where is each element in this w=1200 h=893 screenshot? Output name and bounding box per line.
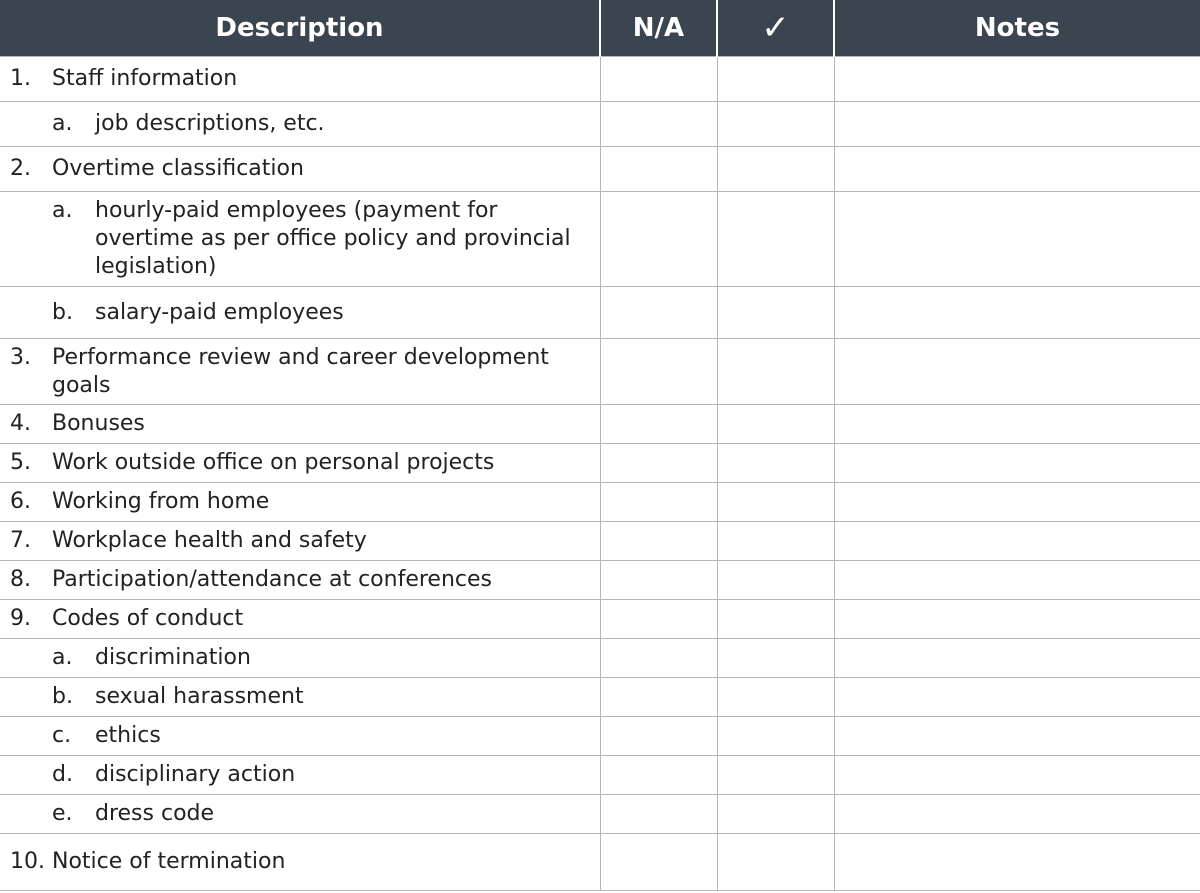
notes-cell[interactable] [834,834,1200,891]
check-cell[interactable] [717,795,834,834]
notes-cell[interactable] [834,57,1200,102]
item-text: sexual harassment [95,684,304,709]
notes-cell[interactable] [834,795,1200,834]
item-text: discrimination [95,645,251,670]
item-text: job descriptions, etc. [95,111,325,136]
na-cell[interactable] [600,834,717,891]
check-cell[interactable] [717,192,834,287]
check-cell[interactable] [717,600,834,639]
na-cell[interactable] [600,678,717,717]
list-item [10,566,592,594]
notes-cell[interactable] [834,522,1200,561]
table-row [0,147,1200,192]
sub-item-letter: b. [52,684,73,709]
item-text: Notice of termination [52,849,286,874]
item-number: 10. [10,849,45,874]
na-cell[interactable] [600,756,717,795]
description-cell [0,522,600,561]
list-item [10,449,592,477]
na-cell[interactable] [600,102,717,147]
item-text: Bonuses [52,411,145,436]
list-item [10,488,592,516]
sub-item-letter: d. [52,762,73,787]
item-text: hourly-paid employees (payment for overtime as per office policy and provincial legislation) [95,198,571,279]
description-cell [0,147,600,192]
sub-item-letter: b. [52,299,73,325]
list-item [10,410,592,438]
table-row [0,57,1200,102]
item-text: Staff information [52,66,238,91]
check-cell[interactable] [717,57,834,102]
table-row [0,192,1200,287]
list-item [10,605,592,633]
sub-item-letter: e. [52,801,73,826]
list-item [10,527,592,555]
sub-item [10,299,592,327]
sub-item [10,110,592,138]
description-cell [0,483,600,522]
description-cell [0,192,600,287]
item-number: 7. [10,528,31,553]
description-cell [0,339,600,405]
notes-cell[interactable] [834,678,1200,717]
item-number: 6. [10,489,31,514]
na-cell[interactable] [600,57,717,102]
check-cell[interactable] [717,717,834,756]
table-row [0,339,1200,405]
description-cell [0,444,600,483]
list-item [10,848,592,876]
notes-cell[interactable] [834,444,1200,483]
description-cell [0,102,600,147]
table-row [0,561,1200,600]
na-cell[interactable] [600,600,717,639]
na-cell[interactable] [600,339,717,405]
sub-item-letter: a. [52,111,73,136]
sub-item-letter: a. [52,198,73,223]
table-row [0,834,1200,891]
notes-cell[interactable] [834,192,1200,287]
item-number: 9. [10,606,31,631]
check-cell[interactable] [717,678,834,717]
check-cell[interactable] [717,444,834,483]
na-cell[interactable] [600,147,717,192]
check-cell[interactable] [717,561,834,600]
table-row [0,717,1200,756]
header-notes: Notes [834,0,1200,57]
na-cell[interactable] [600,444,717,483]
table-row [0,102,1200,147]
item-number: 3. [10,344,31,370]
sub-item [10,683,592,711]
item-number: 8. [10,567,31,592]
na-cell[interactable] [600,405,717,444]
header-description: Description [0,0,600,57]
check-cell[interactable] [717,522,834,561]
notes-cell[interactable] [834,102,1200,147]
notes-cell[interactable] [834,561,1200,600]
notes-cell[interactable] [834,339,1200,405]
item-text: Working from home [52,489,270,514]
na-cell[interactable] [600,717,717,756]
sub-item-letter: a. [52,645,73,670]
item-text: Overtime classification [52,156,304,181]
table-row [0,522,1200,561]
sub-item [10,800,592,828]
description-cell [0,405,600,444]
header-check [717,0,834,57]
sub-item-letter: c. [52,723,72,748]
item-number: 4. [10,411,31,436]
table-body [0,57,1200,891]
na-cell[interactable] [600,522,717,561]
item-number: 5. [10,450,31,475]
check-cell[interactable] [717,147,834,192]
table-row [0,600,1200,639]
table-row [0,444,1200,483]
check-cell[interactable] [717,339,834,405]
description-cell [0,678,600,717]
description-cell [0,639,600,678]
notes-cell[interactable] [834,483,1200,522]
description-cell [0,600,600,639]
notes-cell[interactable] [834,717,1200,756]
check-cell[interactable] [717,287,834,339]
check-cell[interactable] [717,483,834,522]
item-text: Performance review and career development goals [52,344,549,398]
description-cell [0,287,600,339]
table-row [0,287,1200,339]
item-text: salary-paid employees [95,299,344,325]
notes-cell[interactable] [834,600,1200,639]
table-row [0,756,1200,795]
list-item [10,65,592,93]
notes-cell[interactable] [834,405,1200,444]
checkmark-icon: ✓ [761,7,790,48]
item-number: 1. [10,66,31,91]
na-cell[interactable] [600,639,717,678]
list-item [10,344,592,400]
item-number: 2. [10,156,31,181]
item-text: Codes of conduct [52,606,244,631]
check-cell[interactable] [717,756,834,795]
item-text: Workplace health and safety [52,528,367,553]
item-text: Participation/attendance at conferences [52,567,492,592]
na-cell[interactable] [600,795,717,834]
sub-item [10,761,592,789]
na-cell[interactable] [600,483,717,522]
na-cell[interactable] [600,561,717,600]
check-cell[interactable] [717,102,834,147]
table-row [0,639,1200,678]
item-text: disciplinary action [95,762,296,787]
description-cell [0,756,600,795]
check-cell[interactable] [717,405,834,444]
notes-cell[interactable] [834,756,1200,795]
table-row [0,678,1200,717]
list-item [10,155,592,183]
description-cell [0,834,600,891]
notes-cell[interactable] [834,147,1200,192]
notes-cell[interactable] [834,287,1200,339]
na-cell[interactable] [600,287,717,339]
table-row [0,483,1200,522]
na-cell[interactable] [600,192,717,287]
sub-item [10,644,592,672]
sub-item [10,722,592,750]
table-header [0,0,1200,57]
header-na: N/A [600,0,717,57]
notes-cell[interactable] [834,639,1200,678]
header-row [0,0,1200,57]
table-row [0,795,1200,834]
item-text: dress code [95,801,215,826]
table-row [0,405,1200,444]
item-text: Work outside office on personal projects [52,450,495,475]
description-cell [0,795,600,834]
sub-item [10,197,592,281]
description-cell [0,561,600,600]
check-cell[interactable] [717,834,834,891]
description-cell [0,717,600,756]
item-text: ethics [95,723,161,748]
description-cell [0,57,600,102]
check-cell[interactable] [717,639,834,678]
